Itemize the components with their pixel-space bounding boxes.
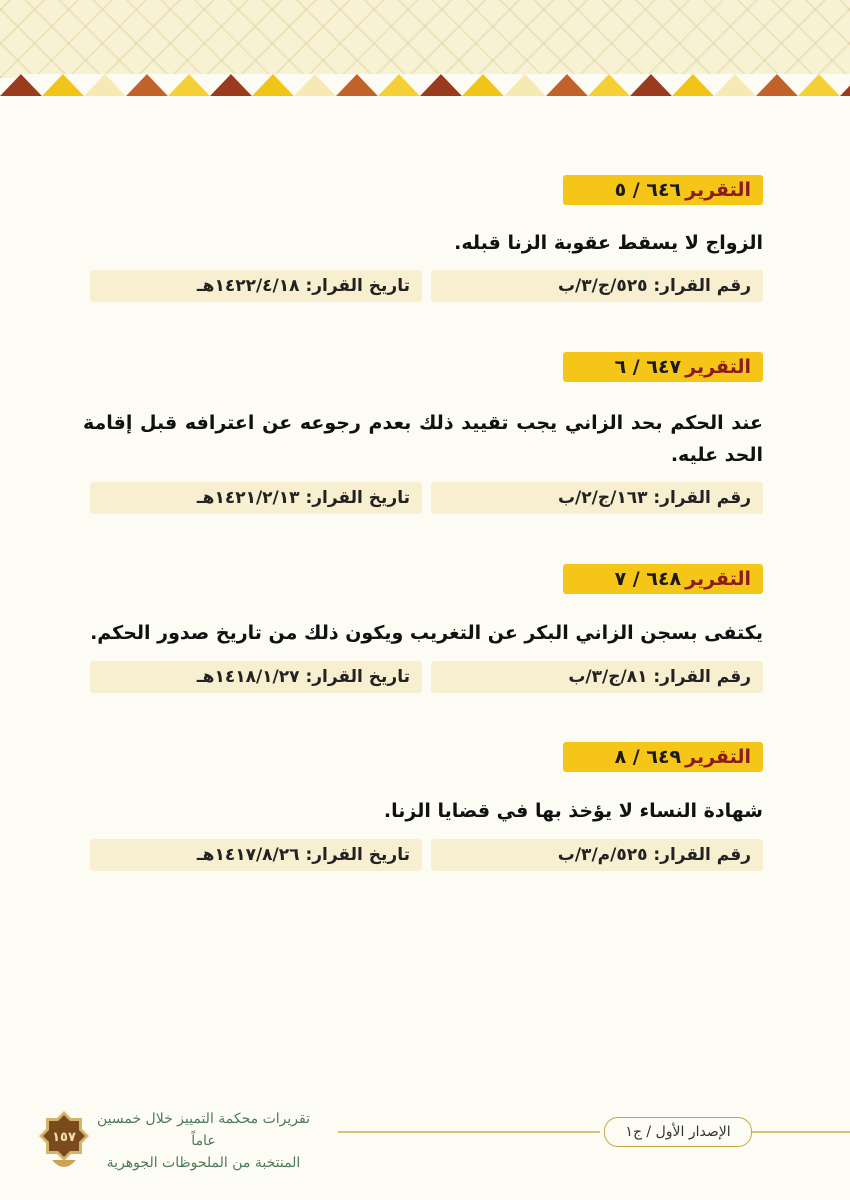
footer-title-line: تقريرات محكمة التمييز خلال خمسين عاماً [96, 1111, 310, 1149]
decision-date: تاريخ القرار: ١٤٢٢/٤/١٨هـ [90, 270, 422, 302]
footer-divider [752, 1131, 850, 1133]
decision-number: رقم القرار: ١٦٣/ج/٢/ب [431, 482, 763, 514]
report-heading-number: ٦٤٦ / ٥ [614, 179, 682, 201]
page-number: ١٥٧ [52, 1130, 76, 1145]
report-heading-word: التقرير [685, 179, 751, 201]
decision-date: تاريخ القرار: ١٤١٨/١/٢٧هـ [90, 661, 422, 693]
footer-book-title [96, 1108, 311, 1174]
report-heading-number: ٦٤٨ / ٧ [614, 568, 682, 590]
top-ornament-pattern [0, 0, 850, 78]
footer-title-line: المنتخبة من الملحوظات الجوهرية [106, 1155, 301, 1171]
page-number-badge [38, 1110, 90, 1174]
report-text: شهادة النساء لا يؤخذ بها في قضايا الزنا. [383, 800, 763, 822]
report-heading-number: ٦٤٩ / ٨ [614, 746, 682, 768]
decision-number: رقم القرار: ٥٢٥/ج/٣/ب [431, 270, 763, 302]
report-heading-number: ٦٤٧ / ٦ [614, 356, 682, 378]
decision-number: رقم القرار: ٨١/ج/٣/ب [431, 661, 763, 693]
triangle-border-ornament [0, 70, 850, 96]
report-text: عند الحكم بحد الزاني يجب تقييد ذلك بعدم رجوعه عن اعترافه قبل إقامة الحد عليه. [83, 412, 763, 466]
report-heading-word: التقرير [685, 568, 751, 590]
footer-divider [338, 1131, 600, 1133]
report-heading-word: التقرير [685, 356, 751, 378]
report-heading [563, 175, 763, 205]
report-heading [563, 742, 763, 772]
report-heading-word: التقرير [685, 746, 751, 768]
report-text: يكتفى بسجن الزاني البكر عن التغريب ويكون ذلك من تاريخ صدور الحكم. [90, 622, 763, 644]
decision-date: تاريخ القرار: ١٤١٧/٨/٢٦هـ [90, 839, 422, 871]
decision-date: تاريخ القرار: ١٤٢١/٢/١٣هـ [90, 482, 422, 514]
footer-volume-label: الإصدار الأول / ج١ [604, 1117, 752, 1147]
report-heading [563, 564, 763, 594]
report-text: الزواج لا يسقط عقوبة الزنا قبله. [454, 232, 763, 254]
decision-number: رقم القرار: ٥٢٥/م/٣/ب [431, 839, 763, 871]
badge-base-icon [52, 1160, 76, 1167]
report-heading [563, 352, 763, 382]
